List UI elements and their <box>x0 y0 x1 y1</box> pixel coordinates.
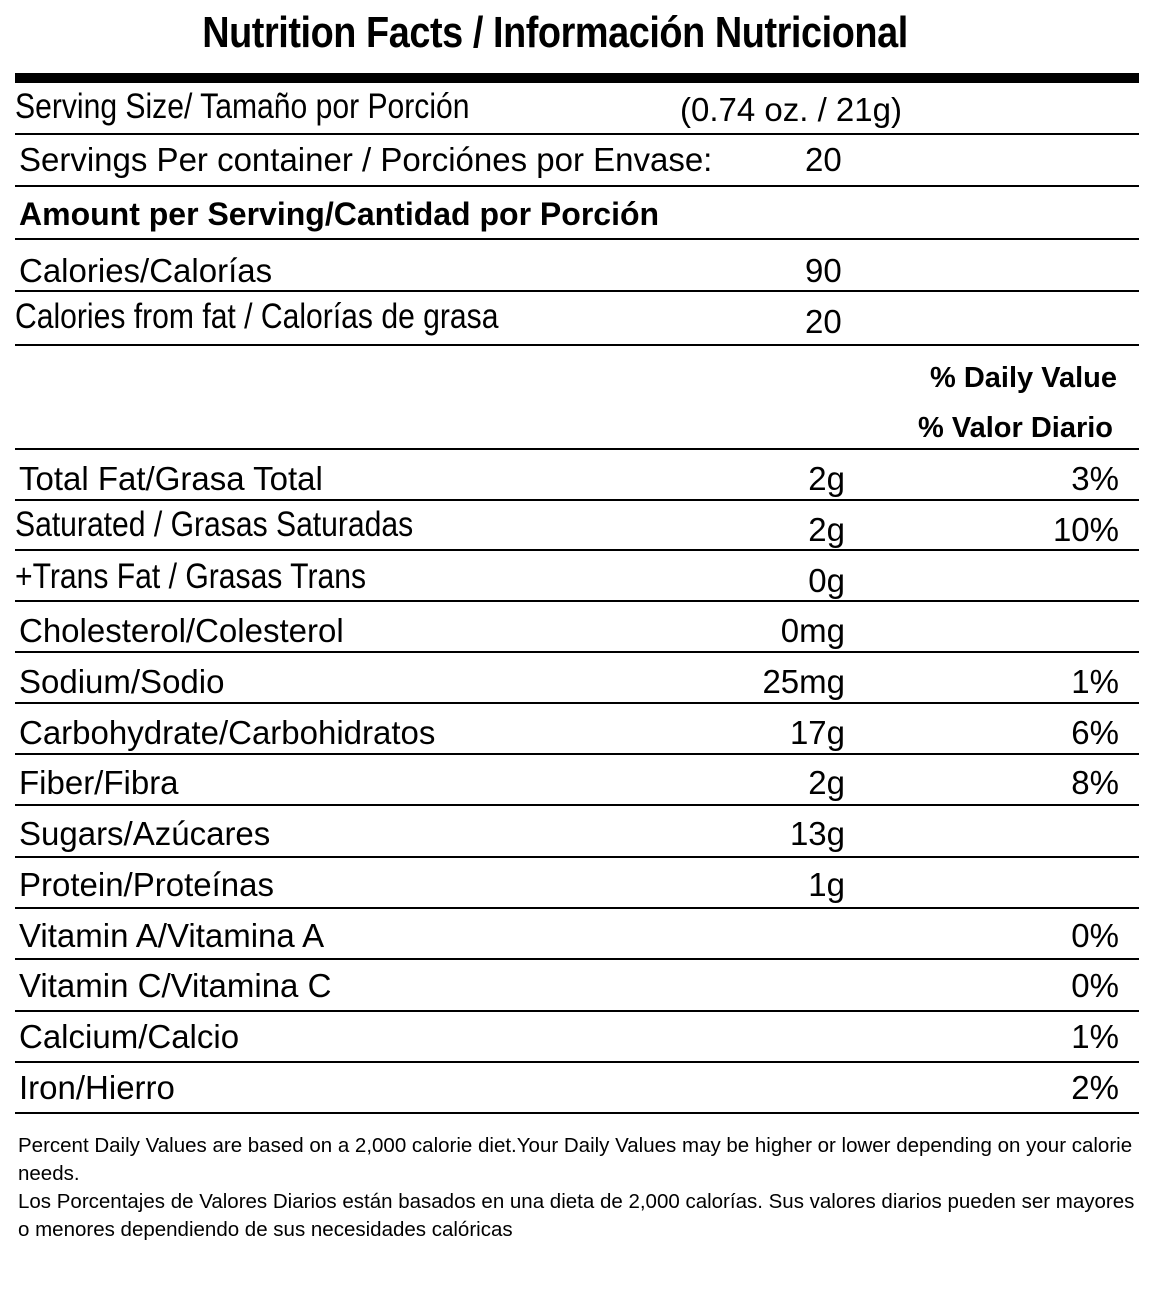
nutrient-amount: 2g <box>808 764 845 801</box>
nutrient-label: +Trans Fat / Grasas Trans <box>15 557 367 596</box>
nutrient-label: Carbohydrate/Carbohidratos <box>19 714 436 751</box>
nutrient-label: Saturated / Grasas Saturadas <box>15 505 414 544</box>
nutrient-row <box>15 602 1139 653</box>
nutrient-daily-value: 10% <box>1052 511 1119 548</box>
nutrient-label: Total Fat/Grasa Total <box>19 460 323 497</box>
calories-value: 90 <box>805 252 842 289</box>
nutrient-amount: 0g <box>808 562 845 599</box>
serving-size-row <box>15 83 1139 135</box>
nutrient-amount: 2g <box>808 511 845 548</box>
nutrient-label: Vitamin A/Vitamina A <box>19 917 325 954</box>
nutrient-row <box>15 858 1139 909</box>
nutrient-row <box>15 960 1139 1012</box>
servings-per-container-row <box>15 135 1139 187</box>
amount-header-row <box>15 187 1139 240</box>
nutrient-daily-value: 0% <box>1071 917 1119 954</box>
nutrient-amount: 2g <box>808 460 845 497</box>
footnote-english: Percent Daily Values are based on a 2,000 calorie diet.Your Daily Values may be higher or lower depending on your calorie needs. <box>18 1134 1133 1185</box>
nutrient-amount: 25mg <box>762 663 845 700</box>
nutrient-daily-value: 2% <box>1071 1069 1119 1106</box>
nutrient-label: Cholesterol/Colesterol <box>19 612 344 649</box>
daily-value-header-en: % Daily Value <box>930 362 1117 394</box>
nutrient-row <box>15 806 1139 858</box>
thick-divider <box>15 73 1139 83</box>
daily-value-header-row <box>15 346 1139 450</box>
nutrient-row <box>15 1063 1139 1114</box>
nutrient-daily-value: 8% <box>1071 764 1119 801</box>
nutrient-row <box>15 1012 1139 1063</box>
serving-size-value: (0.74 oz. / 21g) <box>680 91 902 128</box>
nutrient-row <box>15 653 1139 704</box>
label-title: Nutrition Facts / Información Nutricional <box>202 8 908 57</box>
nutrient-row <box>15 450 1139 501</box>
calories-label: Calories/Calorías <box>19 252 273 289</box>
nutrient-daily-value: 6% <box>1071 714 1119 751</box>
nutrient-label: Sodium/Sodio <box>19 663 225 700</box>
nutrient-amount: 0mg <box>780 612 845 649</box>
nutrient-label: Fiber/Fibra <box>19 764 179 801</box>
calories-row <box>15 240 1139 292</box>
nutrient-daily-value: 1% <box>1071 663 1119 700</box>
nutrient-row <box>15 909 1139 960</box>
amount-header: Amount per Serving/Cantidad por Porción <box>19 196 660 232</box>
nutrient-amount: 13g <box>789 815 845 852</box>
servings-per-container-value: 20 <box>805 141 842 178</box>
nutrient-label: Vitamin C/Vitamina C <box>19 967 332 1004</box>
serving-size-label: Serving Size/ Tamaño por Porción <box>15 87 470 126</box>
nutrient-daily-value: 0% <box>1071 967 1119 1004</box>
nutrient-amount: 17g <box>789 714 845 751</box>
nutrient-daily-value: 3% <box>1071 460 1119 497</box>
footnote-spanish: Los Porcentajes de Valores Diarios están basados en una dieta de 2,000 calorías. Sus valores diarios pueden ser mayores o menores dependiendo de sus necesidades calóricas <box>18 1190 1135 1241</box>
nutrient-label: Sugars/Azúcares <box>19 815 271 852</box>
nutrient-row <box>15 501 1139 551</box>
calories-fat-row <box>15 292 1139 346</box>
nutrient-daily-value: 1% <box>1071 1018 1119 1055</box>
servings-per-container-label: Servings Per container / Porciónes por Envase: <box>19 141 713 178</box>
nutrient-label: Iron/Hierro <box>19 1069 175 1106</box>
nutrient-row <box>15 551 1139 602</box>
nutrient-row <box>15 704 1139 755</box>
nutrient-label: Protein/Proteínas <box>19 866 274 903</box>
calories-fat-label: Calories from fat / Calorías de grasa <box>15 297 499 336</box>
daily-value-header-es: % Valor Diario <box>917 412 1113 444</box>
calories-fat-value: 20 <box>805 303 842 340</box>
nutrient-row <box>15 755 1139 806</box>
nutrient-label: Calcium/Calcio <box>19 1018 240 1055</box>
nutrient-amount: 1g <box>808 866 845 903</box>
